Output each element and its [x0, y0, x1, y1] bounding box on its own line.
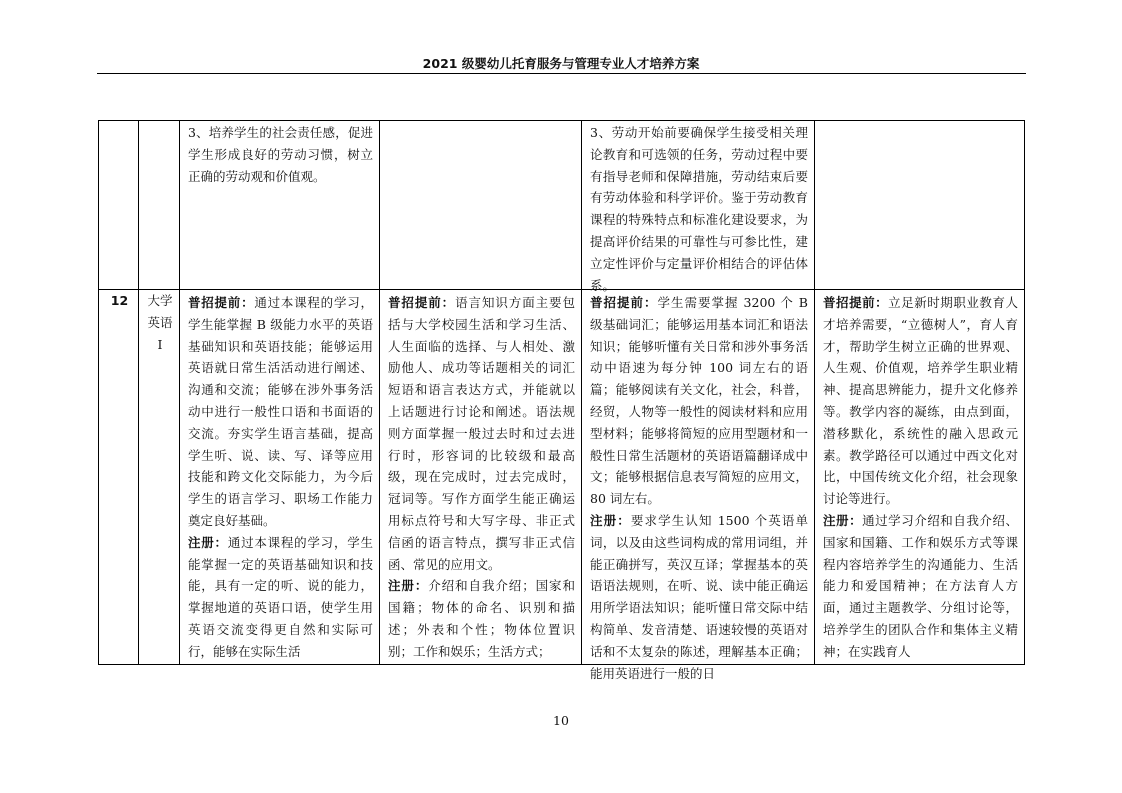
paragraph-lead: 注册：	[188, 534, 228, 550]
cell-paragraph	[388, 575, 575, 662]
paragraph-lead: 注册：	[590, 512, 631, 528]
table-row-12	[99, 290, 1025, 665]
paragraph-text: 学生需要掌握 3200 个 B 级基础词汇；能够运用基本词汇和语法知识；能够听懂有关日常和涉外事务活动中语速为每分钟 100 词左右的语篇；能够阅读有关文化，社会，科普，经贸，人物等一般性的阅读材料和应用型材料；能够将简短的应用型题材和一般性日常生活题材的英语语篇翻译成中文；能够根据信息表写简短的应用文，80 词左右。	[590, 295, 808, 507]
course-name-line: 大学	[147, 293, 173, 308]
cell-requirements	[582, 121, 815, 293]
paragraph-text: 语言知识方面主要包括与大学校园生活和学习生活、人生面临的选择、与人相处、激励他人、成功等话题相关的词汇短语和语言表达方式，并能就以上话题进行讨论和阐述。语法规则方面掌握一般过去时和过去进行时，形容词的比较级和最高级，现在完成时，过去完成时，冠词等。写作方面学生能正确运用标点符号和大写字母、非正式信函的语言特点，撰写非正式信函、常见的应用文。	[388, 295, 575, 572]
document-header-title: 2021 级婴幼儿托育服务与管理专业人才培养方案	[422, 56, 700, 71]
cell-paragraph	[590, 510, 808, 684]
cell-paragraph	[590, 292, 808, 510]
course-name	[139, 290, 180, 665]
cell-course-empty	[139, 121, 180, 290]
cell-objectives	[180, 290, 380, 665]
cell-objectives	[180, 121, 380, 290]
paragraph-lead: 普招提前：	[388, 295, 456, 310]
paragraph-text: 介绍和自我介绍；国家和国籍；物体的命名、识别和描述；外表和个性；物体位置识别；工作和娱乐；生活方式；	[388, 578, 575, 659]
page-number: 10	[553, 713, 569, 728]
paragraph-lead: 注册：	[823, 512, 863, 528]
course-name-line: 英语	[147, 314, 173, 330]
paragraph-lead: 普招提前：	[823, 295, 889, 310]
cell-text: 3、培养学生的社会责任感，促进学生形成良好的劳动习惯，树立正确的劳动观和价值观。	[188, 125, 373, 184]
cell-ideology	[815, 290, 1025, 665]
paragraph-text: 通过本课程的学习，学生能掌握 B 级能力水平的英语基础知识和英语技能；能够运用英语就日常生活活动进行阐述、沟通和交流；能够在涉外事务活动中进行一般性口语和书面语的交流。夯实学生语言基础，提高学生听、说、读、写、译等应用技能和跨文化交际能力，为今后学生的语言学习、职场工作能力奠定良好基础。	[188, 295, 373, 528]
cell-paragraph	[188, 532, 373, 663]
cell-paragraph	[823, 292, 1018, 510]
cell-paragraph	[388, 292, 575, 575]
paragraph-lead: 注册：	[388, 578, 429, 594]
cell-requirements	[582, 290, 815, 681]
cell-ideology	[815, 121, 1025, 290]
curriculum-table	[98, 120, 1025, 681]
paragraph-lead: 普招提前：	[590, 295, 658, 310]
paragraph-text: 要求学生认知 1500 个英语单词，以及由这些词构成的常用词组，并能正确拼写，英汉互译；掌握基本的英语语法规则，在听、说、读中能正确运用所学语法知识；能听懂日常交际中结构简单、发音清楚、语速较慢的英语对话和不太复杂的陈述，理解基本正确；能用英语进行一般的日	[590, 512, 808, 681]
cell-paragraph	[188, 292, 373, 532]
paragraph-lead: 普招提前：	[188, 295, 255, 310]
paragraph-text: 立足新时期职业教育人才培养需要，“立德树人”，育人育才，帮助学生树立正确的世界观、人生观、价值观，培养学生职业精神、提高思辨能力，提升文化修养等。教学内容的凝练，由点到面，潜移默化，系统性的融入思政元素。教学路径可以通过中西文化对比，中国传统文化介绍，社会现象讨论等进行。	[823, 295, 1018, 507]
cell-number-empty	[99, 121, 139, 290]
cell-text: 3、劳动开始前要确保学生接受相关理论教育和可选领的任务，劳动过程中要有指导老师和保障措施，劳动结束后要有劳动体验和科学评价。鉴于劳动教育课程的特殊特点和标准化建设要求，为提高评价结果的可靠性与可参比性，建立定性评价与定量评价相结合的评估体系。	[590, 125, 808, 293]
table-row-continued	[99, 121, 1025, 290]
paragraph-text: 通过本课程的学习，学生能掌握一定的英语基础知识和技能，具有一定的听、说的能力，掌握地道的英语口语，使学生用英语交流变得更自然和实际可行，能够在实际生活	[188, 534, 373, 659]
cell-content	[380, 290, 582, 665]
cell-paragraph	[823, 510, 1018, 663]
cell-content	[380, 121, 582, 290]
header-rule	[97, 73, 1026, 74]
paragraph-text: 通过学习介绍和自我介绍、国家和国籍、工作和娱乐方式等课程内容培养学生的沟通能力、生活能力和爱国精神；在方法育人方面，通过主题教学、分组讨论等，培养学生的团队合作和集体主义精神；在实践育人	[823, 512, 1018, 659]
course-name-line: Ⅰ	[157, 336, 163, 352]
row-number: 12	[99, 290, 139, 665]
